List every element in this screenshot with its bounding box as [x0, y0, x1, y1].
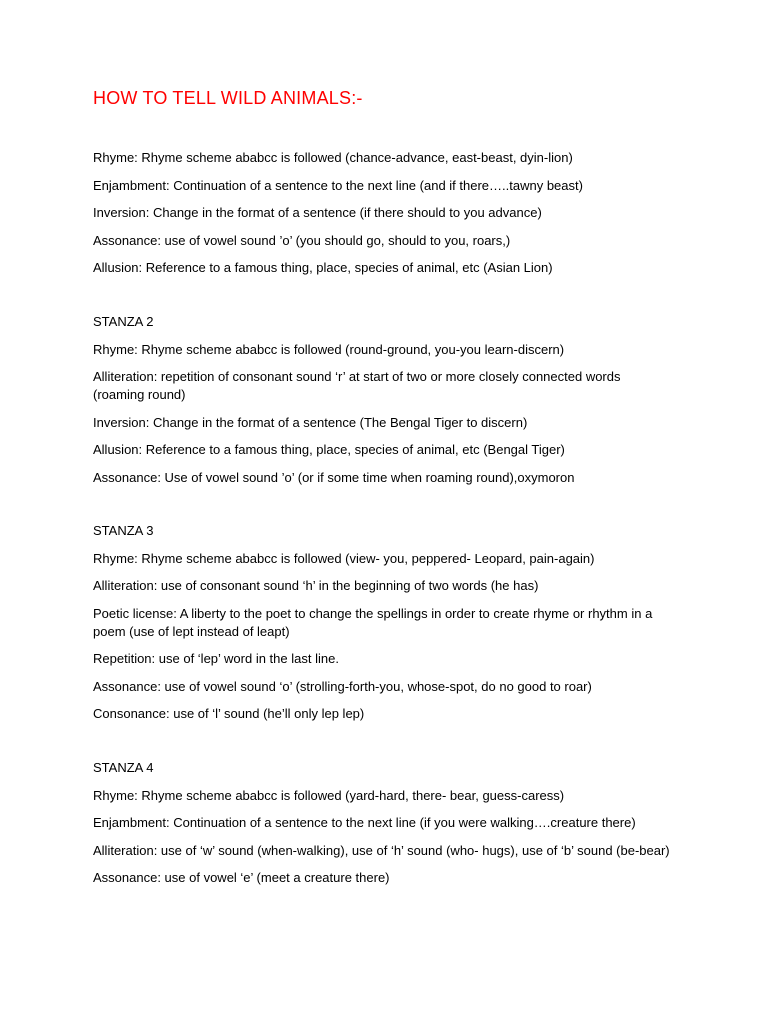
- device-line: Consonance: use of ‘l’ sound (he’ll only lep lep): [93, 706, 365, 721]
- page-title: HOW TO TELL WILD ANIMALS:-: [93, 88, 363, 108]
- device-line: Assonance: Use of vowel sound ’o’ (or if some time when roaming round),oxymoron: [93, 469, 575, 485]
- device-line: Inversion: Change in the format of a sentence (if there should to you advance): [93, 205, 542, 220]
- device-line: Alliteration: repetition of consonant sound ‘r’ at start of two or more closely connected words (roaming round): [93, 369, 621, 402]
- device-line: Repetition: use of ‘lep’ word in the last line.: [93, 651, 339, 666]
- device-line: Rhyme: Rhyme scheme ababcc is followed (round-ground, you-you learn-discern): [93, 341, 565, 357]
- device-line: Assonance: use of vowel ‘e’ (meet a creature there): [93, 870, 390, 885]
- device-line: Allusion: Reference to a famous thing, place, species of animal, etc (Bengal Tiger): [93, 442, 565, 457]
- device-line: Assonance: use of vowel sound ‘o’ (strolling-forth-you, whose-spot, do no good to roar): [93, 678, 592, 694]
- section-heading: STANZA 2: [93, 314, 154, 329]
- device-line: Enjambment: Continuation of a sentence to the next line (and if there…..tawny beast): [93, 177, 583, 193]
- section-stanza-3: [93, 522, 673, 733]
- section-stanza-2: [93, 313, 673, 496]
- device-line: Allusion: Reference to a famous thing, place, species of animal, etc (Asian Lion): [93, 260, 553, 275]
- device-line: Inversion: Change in the format of a sentence (The Bengal Tiger to discern): [93, 414, 528, 430]
- section-stanza-4: [93, 759, 673, 897]
- device-line: Alliteration: use of consonant sound ‘h’ in the beginning of two words (he has): [93, 578, 539, 593]
- device-line: Enjambment: Continuation of a sentence to the next line (if you were walking….creature there): [93, 815, 636, 830]
- device-line: Assonance: use of vowel sound ’o’ (you should go, should to you, roars,): [93, 232, 511, 248]
- section-heading: STANZA 4: [93, 760, 154, 775]
- device-line: Rhyme: Rhyme scheme ababcc is followed (chance-advance, east-beast, dyin-lion): [93, 150, 573, 165]
- device-line: Alliteration: use of ‘w’ sound (when-walking), use of ‘h’ sound (who- hugs), use of ‘b’ sound (be-bear): [93, 842, 670, 858]
- device-line: Rhyme: Rhyme scheme ababcc is followed (view- you, peppered- Leopard, pain-again): [93, 550, 595, 566]
- section-intro: [93, 149, 673, 287]
- device-line: Poetic license: A liberty to the poet to change the spellings in order to create rhyme or rhythm in a poem (use of lept instead of leapt): [93, 605, 653, 639]
- section-heading: STANZA 3: [93, 523, 154, 538]
- device-line: Rhyme: Rhyme scheme ababcc is followed (yard-hard, there- bear, guess-caress): [93, 787, 565, 803]
